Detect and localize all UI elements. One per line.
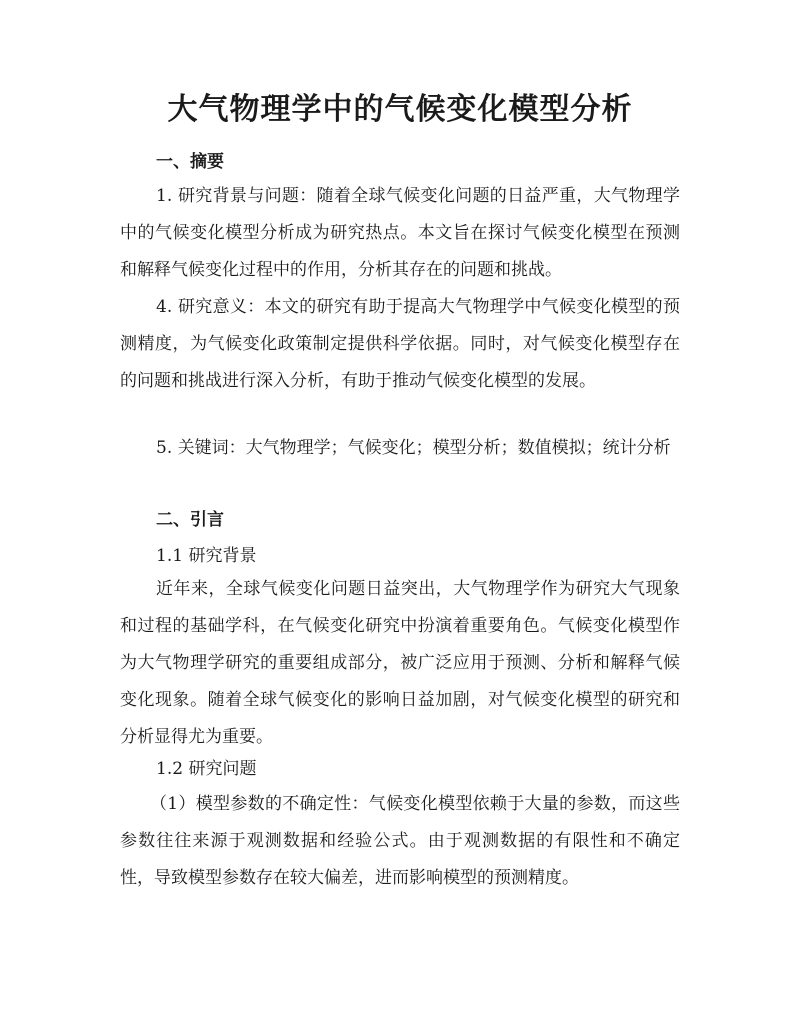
section-heading-introduction: 二、引言: [156, 510, 224, 530]
subsection-heading-background: 1.1 研究背景: [156, 546, 257, 566]
subsection-heading-problems: 1.2 研究问题: [156, 759, 257, 779]
document-title: 大气物理学中的气候变化模型分析: [167, 92, 633, 127]
abstract-paragraph-keywords: 5. 关键词：大气物理学；气候变化；模型分析；数值模拟；统计分析: [156, 438, 671, 458]
section-heading-abstract: 一、摘要: [156, 152, 224, 172]
abstract-paragraph-significance: 4. 研究意义：本文的研究有助于提高大气物理学中气候变化模型的预测精度，为气候变化政策制定提供科学依据。同时，对气候变化模型存在的问题和挑战进行深入分析，有助于推动气候变化模型的发展。: [120, 297, 680, 391]
intro-paragraph-background: 近年来，全球气候变化问题日益突出，大气物理学作为研究大气现象和过程的基础学科，在气候变化研究中扮演着重要角色。气候变化模型作为大气物理学研究的重要组成部分，被广泛应用于预测、分析和解释气候变化现象。随着全球气候变化的影响日益加剧，对气候变化模型的研究和分析显得尤为重要。: [120, 579, 680, 747]
abstract-paragraph-background: 1. 研究背景与问题：随着全球气候变化问题的日益严重，大气物理学中的气候变化模型分析成为研究热点。本文旨在探讨气候变化模型在预测和解释气候变化过程中的作用，分析其存在的问题和挑战。: [120, 186, 680, 280]
intro-paragraph-problem-1: （1）模型参数的不确定性：气候变化模型依赖于大量的参数，而这些参数往往来源于观测数据和经验公式。由于观测数据的有限性和不确定性，导致模型参数存在较大偏差，进而影响模型的预测精度。: [120, 794, 680, 888]
